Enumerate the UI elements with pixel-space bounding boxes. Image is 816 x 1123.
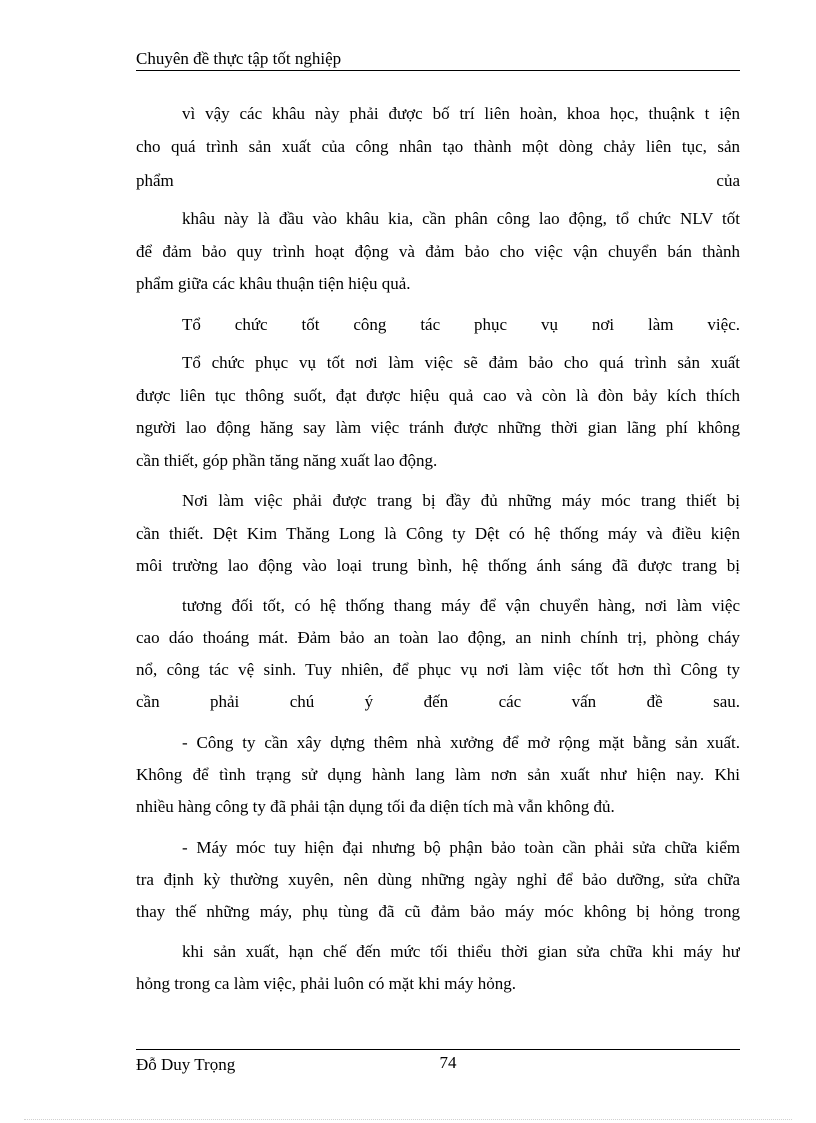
- footer-author: Đỗ Duy Trọng: [136, 1055, 236, 1074]
- body-line: - Máy móc tuy hiện đại nhưng bộ phận bảo toàn cần phải sửa chữa kiểm: [182, 838, 740, 857]
- body-line: Tổ chức tốt công tác phục vụ nơi làm việc.: [182, 315, 740, 334]
- page-bottom-edge: [24, 1119, 792, 1120]
- body-line: cần thiết. Dệt Kim Thăng Long là Công ty Dệt có hệ thống máy và điều kiện: [136, 524, 740, 543]
- body-line: cần phải chú ý đến các vấn đề sau.: [136, 692, 740, 711]
- body-line: Tổ chức phục vụ tốt nơi làm việc sẽ đảm bảo cho quá trình sản xuất: [182, 353, 740, 372]
- header-divider: [136, 70, 740, 71]
- body-line: Không để tình trạng sử dụng hành lang làm nơn sản xuất như hiện nay. Khi: [136, 765, 740, 784]
- body-line: phẩm của: [136, 171, 740, 190]
- body-line: hỏng trong ca làm việc, phải luôn có mặt khi máy hỏng.: [136, 974, 517, 993]
- body-line: khâu này là đầu vào khâu kia, cần phân công lao động, tổ chức NLV tốt: [182, 209, 740, 228]
- page-header-title: Chuyên đề thực tập tốt nghiệp: [136, 49, 342, 68]
- body-line: phẩm giữa các khâu thuận tiện hiệu quả.: [136, 274, 411, 293]
- body-line: khi sản xuất, hạn chế đến mức tối thiểu thời gian sửa chữa khi máy hư: [182, 942, 740, 961]
- body-line: để đảm bảo quy trình hoạt động và đảm bảo cho việc vận chuyển bán thành: [136, 242, 740, 261]
- footer-divider: [136, 1049, 740, 1050]
- body-line: cần thiết, góp phần tăng năng xuất lao động.: [136, 451, 438, 470]
- body-line: tra định kỳ thường xuyên, nên dùng những ngày nghỉ để bảo dưỡng, sửa chữa: [136, 870, 740, 889]
- body-line: Nơi làm việc phải được trang bị đầy đủ những máy móc trang thiết bị: [182, 491, 740, 510]
- body-line: môi trường lao động vào loại trung bình, hệ thống ánh sáng đã được trang bị: [136, 556, 740, 575]
- body-line: nổ, công tác vệ sinh. Tuy nhiên, để phục vụ nơi làm việc tốt hơn thì Công ty: [136, 660, 740, 679]
- body-line: tương đối tốt, có hệ thống thang máy để vận chuyển hàng, nơi làm việc: [182, 596, 740, 615]
- body-line: thay thế những máy, phụ tùng đã cũ đảm bảo máy móc không bị hỏng trong: [136, 902, 740, 921]
- body-line: được liên tục thông suốt, đạt được hiệu quả cao và còn là đòn bảy kích thích: [136, 386, 740, 405]
- body-line: nhiều hàng công ty đã phải tận dụng tối đa diện tích mà vẫn không đủ.: [136, 797, 615, 816]
- body-line: cao dáo thoáng mát. Đảm bảo an toàn lao động, an ninh chính trị, phòng cháy: [136, 628, 740, 647]
- body-line: vì vậy các khâu này phải được bố trí liên hoàn, khoa học, thuậnk t iện: [182, 104, 740, 123]
- body-line: cho quá trình sản xuất của công nhân tạo thành một dòng chảy liên tục, sản: [136, 137, 740, 156]
- page-number: 74: [439, 1053, 457, 1072]
- body-line: - Công ty cần xây dựng thêm nhà xưởng để mở rộng mặt bằng sản xuất.: [182, 733, 740, 752]
- body-line: người lao động hăng say làm việc tránh được những thời gian lãng phí không: [136, 418, 740, 437]
